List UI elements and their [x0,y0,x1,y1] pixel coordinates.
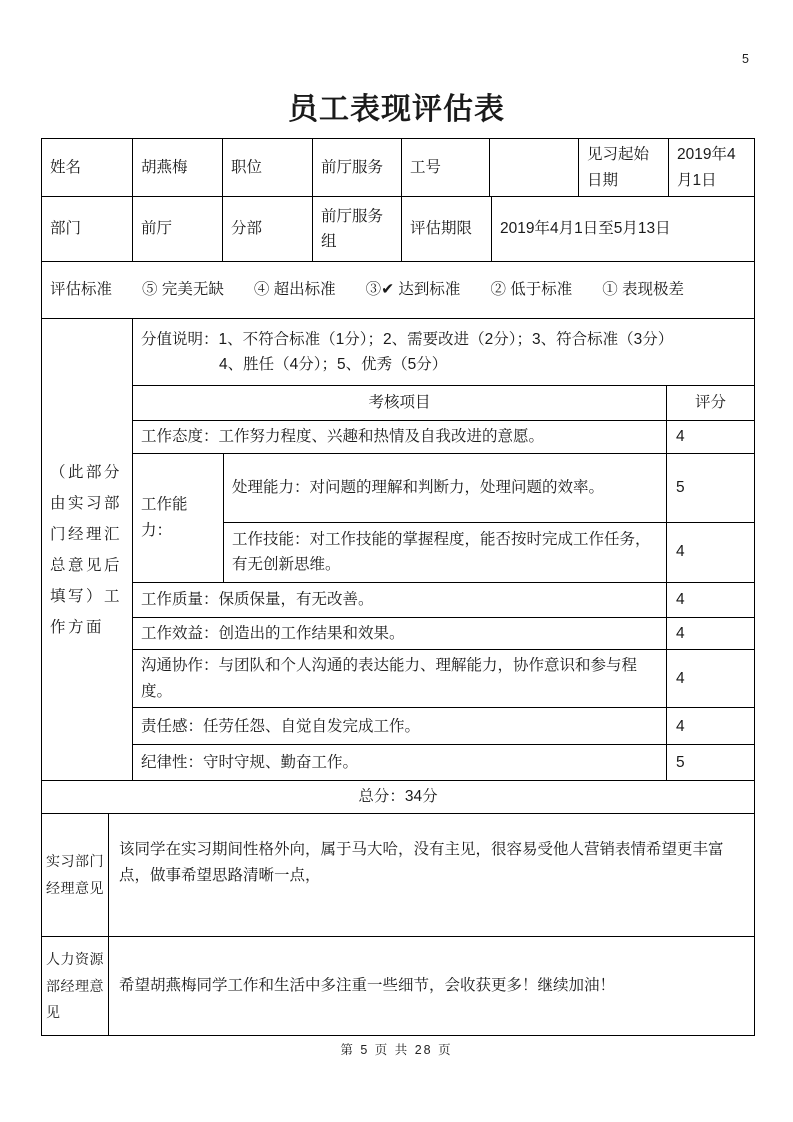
assessment-row-skill [224,522,754,582]
assessment-row-benefit [133,617,754,650]
assessment-row-ability-group [133,453,754,582]
hr-opinion-text: 希望胡燕梅同学工作和生活中多注重一些细节，会收获更多！继续加油！ [119,977,616,995]
hr-opinion-text-cell [108,937,754,1035]
employee-id-value-cell [489,139,578,196]
start-date-label: 见习起始日期 [587,146,650,189]
total-score-cell: 总分：34分 [358,788,438,806]
item-text-cell: 责任感：任劳任怨、自觉自发完成工作。 [141,717,421,735]
page-title: 员工表现评估表 [288,93,505,126]
score-value-cell: 4 [666,708,754,744]
item-text-cell: 工作质量：保质保量，有无改善。 [141,590,374,608]
assessment-row-handling [224,454,754,522]
score-value-cell: 4 [666,650,754,707]
page-footer: 第 5 页 共 28 页 [340,1043,453,1057]
period-value-cell [491,197,754,261]
division-value-cell [312,197,401,261]
item-header-cell: 考核项目 [368,394,431,412]
assessment-header-row [133,385,754,420]
item-text-cell: 工作态度：工作努力程度、兴趣和热情及自我改进的意愿。 [141,428,545,446]
item-text-cell: 工作技能：对工作技能的掌握程度，能否按时完成工作任务，有无创新思维。 [232,530,651,574]
manager-opinion-label-cell [42,814,108,936]
assessment-row-discipline [133,744,754,780]
ability-subrows [223,454,754,582]
criteria-option-5: ⑤ 完美无缺 [142,281,224,299]
criteria-option-4: ④ 超出标准 [253,281,336,299]
score-value-cell: 4 [666,421,754,453]
department-value: 前厅 [141,220,173,238]
manager-opinion-text-cell [108,814,754,936]
start-date-label-cell [578,139,668,196]
evaluation-table [41,138,755,1036]
criteria-option-2: ② 低于标准 [490,281,573,299]
total-score-row [42,780,754,813]
position-label: 职位 [231,158,263,176]
score-notes-cell [133,319,754,385]
assessment-row-responsibility [133,707,754,744]
table-row-criteria [42,261,754,318]
start-date-value-cell [668,139,754,196]
section-label-cell [42,319,132,780]
criteria-option-3-checked: ③✔ 达到标准 [365,281,461,299]
manager-opinion-text: 该同学在实习期间性格外向，属于马大哈，没有主见，很容易受他人营销表情希望更丰富点，做事希望思路清晰一点， [119,841,724,884]
period-label: 评估期限 [410,220,473,238]
manager-opinion-label: 实习部门经理意见 [46,853,104,896]
score-notes-line1: 分值说明：1、不符合标准（1分）；2、需要改进（2分）；3、符合标准（3分） [141,330,674,348]
start-date-value: 2019年4月1日 [677,146,736,189]
hr-opinion-label-cell [42,937,108,1035]
score-value-cell: 5 [666,454,754,522]
position-label-cell [222,139,312,196]
criteria-cell [42,262,754,318]
hr-opinion-label: 人力资源部经理意见 [46,951,104,1021]
score-header-cell: 评分 [666,386,754,420]
score-value-cell: 5 [666,745,754,780]
manager-opinion-row [42,813,754,936]
name-label-cell [42,139,132,196]
criteria-label: 评估标准 [50,281,113,299]
department-value-cell [132,197,222,261]
division-label-cell [222,197,312,261]
assessment-row-communication [133,649,754,707]
assessment-grid [132,319,754,780]
assessment-row-quality [133,582,754,617]
position-value-cell [312,139,401,196]
item-text-cell: 沟通协作：与团队和个人沟通的表达能力、理解能力，协作意识和参与程度。 [141,657,638,700]
hr-opinion-row [42,936,754,1035]
assessment-section [42,318,754,780]
score-notes-line2: 4、胜任（4分）；5、优秀（5分） [219,356,448,374]
employee-id-label-cell [401,139,489,196]
division-value: 前厅服务组 [321,207,384,251]
page-number: 5 [742,52,749,66]
period-label-cell [401,197,491,261]
score-notes-row [133,319,754,385]
division-label: 分部 [231,220,263,238]
name-value: 胡燕梅 [141,158,188,176]
score-value-cell: 4 [666,583,754,617]
section-label: （此部分由实习部门经理汇总意见后填写）工作方面 [50,463,123,636]
employee-id-label: 工号 [410,158,442,176]
position-value: 前厅服务 [321,158,384,176]
department-label-cell [42,197,132,261]
table-row-identity [42,139,754,196]
item-text-cell: 处理能力：对问题的理解和判断力，处理问题的效率。 [232,478,605,496]
period-value: 2019年4月1日至5月13日 [500,220,671,238]
score-value-cell: 4 [666,523,754,582]
table-row-department [42,196,754,261]
criteria-option-1: ① 表现极差 [602,281,685,299]
item-text-cell: 纪律性：守时守规、勤奋工作。 [141,754,359,772]
department-label: 部门 [50,220,82,238]
item-text-cell: 工作效益：创造出的工作结果和效果。 [141,624,405,642]
ability-label-cell: 工作能力： [141,496,188,539]
score-value-cell: 4 [666,618,754,650]
assessment-row-attitude [133,420,754,453]
name-label: 姓名 [50,158,82,176]
name-value-cell [132,139,222,196]
